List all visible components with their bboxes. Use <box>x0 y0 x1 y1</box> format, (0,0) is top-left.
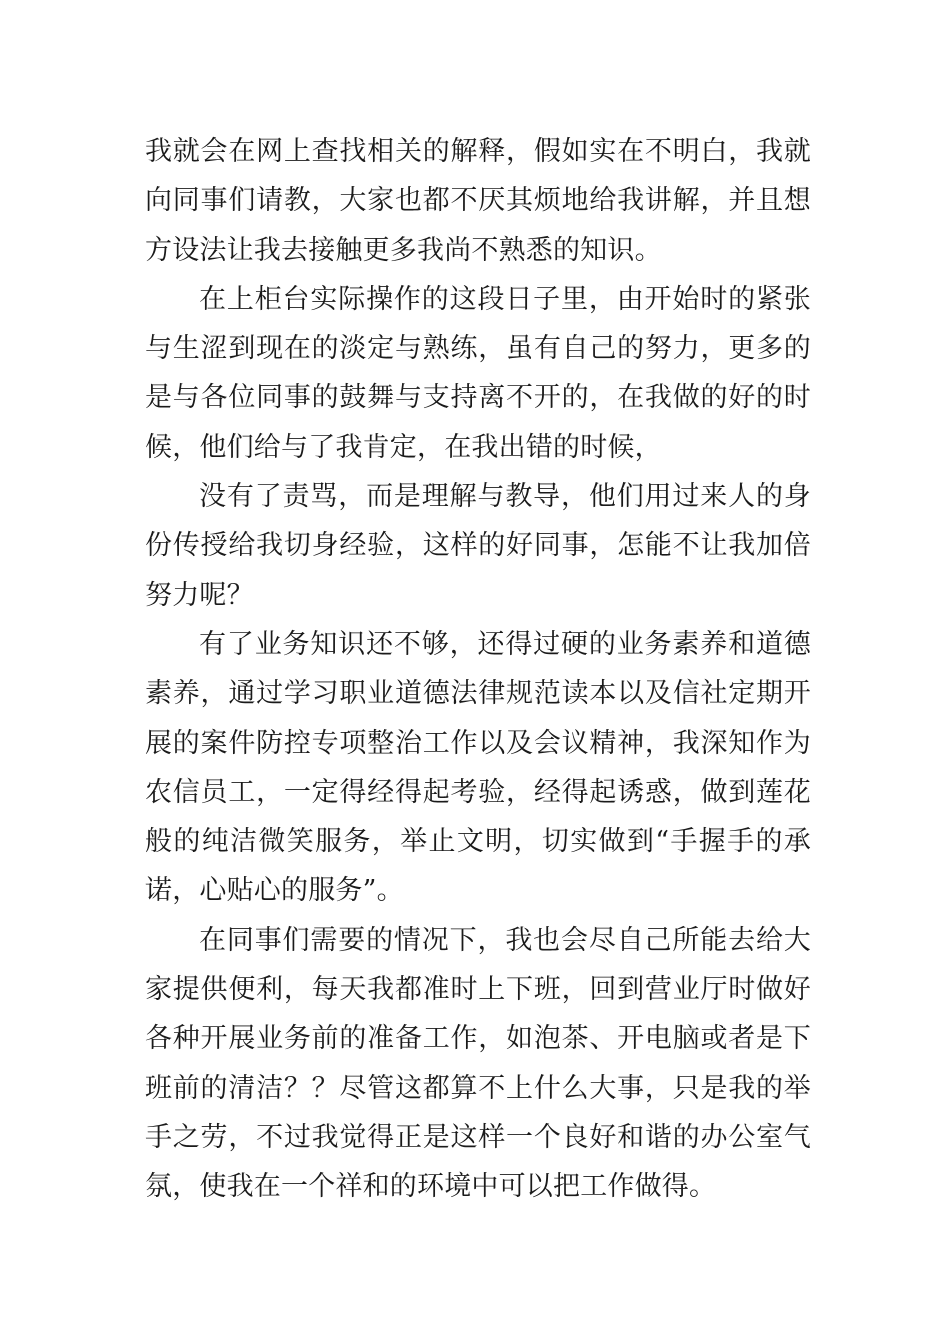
paragraph-5: 在同事们需要的情况下，我也会尽自己所能去给大家提供便利，每天我都准时上下班，回到营业厅时做好各种开展业务前的准备工作，如泡茶、开电脑或者是下班前的清洁？？尽管这都算不上什么大事，只是我的举手之劳，不过我觉得正是这样一个良好和谐的办公室气氛，使我在一个祥和的环境中可以把工作做得。 <box>145 924 811 1203</box>
document-body <box>145 127 811 1212</box>
paragraph-2: 在上柜台实际操作的这段日子里，由开始时的紧张与生涩到现在的淡定与熟练，虽有自己的努力，更多的是与各位同事的鼓舞与支持离不开的，在我做的好的时候，他们给与了我肯定，在我出错的时候， <box>145 283 811 463</box>
paragraph-3: 没有了责骂，而是理解与教导，他们用过来人的身份传授给我切身经验，这样的好同事，怎能不让我加倍努力呢？ <box>145 481 811 611</box>
paragraph-1: 我就会在网上查找相关的解释，假如实在不明白，我就向同事们请教，大家也都不厌其烦地给我讲解，并且想方设法让我去接触更多我尚不熟悉的知识。 <box>145 136 811 266</box>
paragraph-4: 有了业务知识还不够，还得过硬的业务素养和道德素养，通过学习职业道德法律规范读本以及信社定期开展的案件防控专项整治工作以及会议精神，我深知作为农信员工，一定得经得起考验，经得起诱惑，做到莲花般的纯洁微笑服务，举止文明，切实做到“手握手的承诺，心贴心的服务”。 <box>145 628 811 907</box>
